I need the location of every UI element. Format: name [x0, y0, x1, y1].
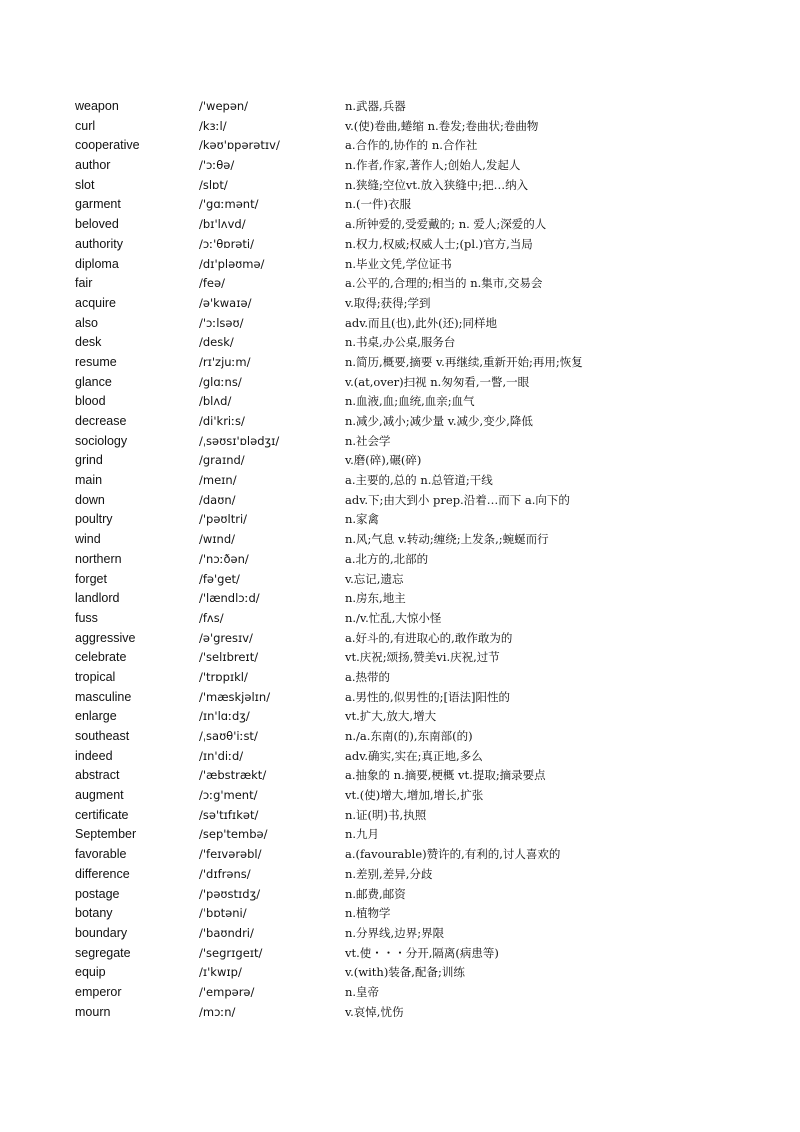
entry-word: segregate [75, 945, 131, 960]
entry-word: fuss [75, 610, 98, 625]
vocab-entry [75, 707, 735, 727]
entry-phonetic: /dɪ'pləʊmə/ [199, 256, 265, 271]
vocab-entry [75, 432, 735, 452]
vocab-entry [75, 530, 735, 550]
entry-phonetic: /ɪn'lɑːdʒ/ [199, 709, 250, 724]
entry-meaning: n.作者,作家,著作人;创始人,发起人 [345, 158, 521, 173]
entry-word: masculine [75, 689, 132, 704]
vocab-entry [75, 373, 735, 393]
vocab-entry [75, 195, 735, 215]
entry-phonetic: /slɒt/ [199, 177, 228, 192]
entry-word: favorable [75, 847, 127, 862]
entry-meaning: n.分界线,边界;界限 [345, 925, 445, 940]
entry-meaning: v.(使)卷曲,蜷缩 n.卷发;卷曲状;卷曲物 [345, 118, 539, 133]
entry-meaning: vt.扩大,放大,增大 [345, 709, 437, 724]
entry-phonetic: /blʌd/ [199, 394, 232, 409]
entry-phonetic: /ɔː'θɒrəti/ [199, 236, 254, 251]
vocab-entry [75, 550, 735, 570]
entry-phonetic: /ɪ'kwɪp/ [199, 965, 242, 980]
vocab-entry [75, 963, 735, 983]
entry-phonetic: /sə'tɪfɪkət/ [199, 807, 259, 822]
entry-phonetic: /wɪnd/ [199, 532, 236, 547]
entry-phonetic: /daʊn/ [199, 492, 236, 507]
entry-meaning: n.房东,地主 [345, 591, 406, 606]
entry-phonetic: /'empərə/ [199, 984, 255, 999]
entry-meaning: a.男性的,似男性的;[语法]阳性的 [345, 689, 511, 704]
vocab-entry [75, 924, 735, 944]
entry-meaning: a.北方的,北部的 [345, 551, 429, 566]
entry-phonetic: /'dɪfrəns/ [199, 866, 251, 881]
entry-meaning: n.武器,兵器 [345, 99, 406, 113]
entry-meaning: n.毕业文凭,学位证书 [345, 256, 452, 271]
vocab-entry [75, 747, 735, 767]
vocab-entry [75, 766, 735, 786]
vocab-entry [75, 806, 735, 826]
entry-word: author [75, 158, 111, 173]
vocabulary-list [75, 97, 735, 1022]
entry-meaning: n.书桌,办公桌,服务台 [345, 335, 456, 350]
entry-phonetic: /sep'tembə/ [199, 827, 268, 842]
vocab-entry [75, 944, 735, 964]
vocab-entry [75, 314, 735, 334]
entry-phonetic: /ˈbɒtəni/ [199, 906, 247, 921]
entry-word: resume [75, 354, 117, 369]
entry-word: celebrate [75, 650, 127, 665]
entry-word: blood [75, 394, 106, 409]
entry-phonetic: /'nɔːðən/ [199, 551, 249, 566]
entry-phonetic: /'pəʊstɪdʒ/ [199, 886, 261, 901]
entry-meaning: n.差别,差异,分歧 [345, 866, 433, 881]
entry-phonetic: /kəʊ'ɒpərətɪv/ [199, 138, 280, 153]
entry-phonetic: /'ɔːlsəʊ/ [199, 315, 244, 330]
entry-word: garment [75, 197, 121, 212]
vocab-entry [75, 117, 735, 137]
vocab-entry [75, 865, 735, 885]
vocab-entry [75, 904, 735, 924]
entry-meaning: v.取得;获得;学到 [345, 295, 431, 310]
vocab-entry [75, 136, 735, 156]
entry-word: wind [75, 532, 101, 547]
entry-word: diploma [75, 256, 119, 271]
entry-word: also [75, 315, 98, 330]
entry-word: emperor [75, 984, 122, 999]
entry-word: certificate [75, 807, 129, 822]
entry-meaning: n.邮费,邮资 [345, 886, 406, 901]
entry-word: landlord [75, 591, 120, 606]
entry-phonetic: /'baʊndri/ [199, 925, 254, 940]
vocab-entry [75, 491, 735, 511]
entry-phonetic: /ˌsaʊθ'iːst/ [199, 729, 258, 743]
entry-word: aggressive [75, 630, 136, 645]
entry-meaning: n.狭缝;空位vt.放入狭缝中;把…纳入 [345, 177, 529, 192]
entry-word: indeed [75, 748, 113, 763]
entry-phonetic: /ə'kwaɪə/ [199, 295, 252, 310]
entry-phonetic: /fʌs/ [199, 610, 224, 625]
entry-phonetic: /kɜːl/ [199, 118, 227, 133]
entry-word: grind [75, 453, 103, 468]
vocab-entry [75, 294, 735, 314]
entry-meaning: vt.庆祝;颂扬,赞美vi.庆祝,过节 [345, 650, 500, 665]
entry-phonetic: /'lændlɔːd/ [199, 591, 260, 606]
entry-meaning: v.磨(碎),碾(碎) [345, 453, 422, 468]
entry-word: decrease [75, 414, 127, 428]
entry-word: weapon [75, 99, 119, 113]
entry-phonetic: /'feɪvərəbl/ [199, 847, 262, 862]
entry-phonetic: /fə'get/ [199, 571, 240, 586]
entry-word: equip [75, 965, 106, 980]
entry-word: glance [75, 374, 112, 389]
entry-word: augment [75, 788, 124, 803]
entry-meaning: n.社会学 [345, 433, 391, 448]
vocab-entry [75, 412, 735, 432]
entry-phonetic: /ɔːg'ment/ [199, 788, 258, 803]
vocab-entry [75, 570, 735, 590]
entry-phonetic: /'trɒpɪkl/ [199, 669, 248, 684]
entry-meaning: vt.使・・・分开,隔离(病患等) [345, 945, 499, 960]
entry-word: postage [75, 886, 120, 901]
entry-phonetic: /bɪ'lʌvd/ [199, 217, 246, 232]
entry-word: difference [75, 866, 130, 881]
entry-meaning: n.(一件)衣服 [345, 197, 412, 212]
entry-meaning: n.证(明)书,执照 [345, 807, 427, 822]
entry-word: authority [75, 236, 123, 251]
entry-phonetic: /meɪn/ [199, 473, 237, 488]
entry-meaning: a.所钟爱的,受爱戴的; n. 爱人;深爱的人 [345, 217, 547, 232]
entry-phonetic: /'pəʊltri/ [199, 512, 248, 527]
entry-word: forget [75, 571, 107, 586]
entry-word: desk [75, 335, 102, 350]
entry-meaning: n.风;气息 v.转动;缠绕;上发条,;蜿蜒而行 [345, 532, 549, 547]
entry-word: slot [75, 177, 95, 192]
vocab-entry [75, 688, 735, 708]
vocab-entry [75, 215, 735, 235]
entry-word: enlarge [75, 709, 117, 724]
entry-meaning: n.简历,概要,摘要 v.再继续,重新开始;再用;恢复 [345, 354, 583, 369]
vocab-entry [75, 1003, 735, 1023]
entry-meaning: vt.(使)增大,增加,增长,扩张 [345, 788, 484, 803]
entry-phonetic: /'selɪbreɪt/ [199, 650, 259, 665]
entry-phonetic: /glɑːns/ [199, 374, 242, 389]
vocab-entry [75, 176, 735, 196]
entry-phonetic: /'æbstrækt/ [199, 768, 267, 783]
entry-meaning: n.血液,血;血统,血亲;血气 [345, 394, 475, 409]
entry-phonetic: /'gɑːmənt/ [199, 197, 259, 212]
entry-meaning: n.权力,权威;权威人士;(pl.)官方,当局 [345, 236, 533, 251]
entry-meaning: a.(favourable)赞许的,有利的,讨人喜欢的 [345, 847, 561, 862]
vocab-entry [75, 609, 735, 629]
entry-meaning: v.(with)装备,配备;训练 [345, 965, 465, 980]
vocab-entry [75, 255, 735, 275]
vocab-entry [75, 235, 735, 255]
entry-word: poultry [75, 512, 113, 527]
entry-word: tropical [75, 669, 116, 684]
entry-phonetic: /graɪnd/ [199, 453, 245, 468]
vocab-entry [75, 727, 735, 747]
vocab-entry [75, 451, 735, 471]
entry-phonetic: /ə'gresɪv/ [199, 630, 253, 645]
entry-phonetic: /'ɔːθə/ [199, 158, 235, 173]
entry-phonetic: /rɪ'zjuːm/ [199, 354, 251, 369]
entry-phonetic: /mɔːn/ [199, 1004, 236, 1019]
vocab-entry [75, 786, 735, 806]
entry-meaning: a.抽象的 n.摘要,梗概 vt.提取;摘录要点 [345, 768, 546, 783]
vocab-entry [75, 885, 735, 905]
entry-phonetic: /'mæskjəlɪn/ [199, 689, 271, 704]
entry-meaning: n.家禽 [345, 512, 380, 527]
entry-meaning: a.公平的,合理的;相当的 n.集市,交易会 [345, 276, 543, 291]
entry-meaning: v.(at,over)扫视 n.匆匆看,一瞥,一眼 [345, 374, 530, 389]
vocab-entry [75, 333, 735, 353]
entry-phonetic: /'segrɪgeɪt/ [199, 945, 263, 960]
entry-meaning: n.减少,减小;减少量 v.减少,变少,降低 [345, 414, 533, 428]
entry-phonetic: /ɪn'diːd/ [199, 748, 244, 763]
entry-phonetic: /di'kriːs/ [199, 414, 245, 428]
vocab-entry [75, 392, 735, 412]
vocab-entry [75, 629, 735, 649]
entry-word: fair [75, 276, 93, 291]
entry-word: main [75, 473, 103, 488]
entry-word: down [75, 492, 105, 507]
vocab-entry [75, 648, 735, 668]
vocab-entry [75, 353, 735, 373]
vocab-entry [75, 845, 735, 865]
vocab-entry [75, 274, 735, 294]
entry-word: beloved [75, 217, 119, 232]
entry-meaning: adv.而且(也),此外(还);同样地 [345, 315, 497, 330]
entry-meaning: adv.下;由大到小 prep.沿着…而下 a.向下的 [345, 492, 570, 507]
entry-meaning: v.哀悼,忧伤 [345, 1004, 404, 1019]
entry-word: curl [75, 118, 96, 133]
vocab-entry [75, 825, 735, 845]
entry-meaning: v.忘记,遗忘 [345, 571, 404, 586]
entry-phonetic: /feə/ [199, 276, 225, 291]
entry-word: acquire [75, 295, 116, 310]
vocab-entry [75, 589, 735, 609]
vocab-entry [75, 471, 735, 491]
entry-word: northern [75, 551, 122, 566]
entry-meaning: n./a.东南(的),东南部(的) [345, 729, 473, 743]
entry-meaning: n.九月 [345, 827, 380, 842]
entry-word: mourn [75, 1004, 111, 1019]
entry-meaning: a.合作的,协作的 n.合作社 [345, 138, 478, 153]
vocab-entry [75, 97, 735, 117]
vocab-entry [75, 510, 735, 530]
entry-meaning: n.皇帝 [345, 984, 380, 999]
entry-phonetic: /ˌsəʊsɪ'ɒlədʒɪ/ [199, 433, 280, 448]
entry-word: southeast [75, 729, 130, 743]
entry-meaning: a.主要的,总的 n.总管道;干线 [345, 473, 493, 488]
entry-word: September [75, 827, 137, 842]
entry-meaning: n./v.忙乱,大惊小怪 [345, 610, 442, 625]
vocab-entry [75, 983, 735, 1003]
entry-meaning: adv.确实,实在;真正地,多么 [345, 748, 483, 763]
entry-meaning: n.植物学 [345, 906, 391, 921]
entry-word: abstract [75, 768, 120, 783]
entry-phonetic: /desk/ [199, 335, 234, 350]
entry-phonetic: /'wepən/ [199, 99, 249, 113]
entry-meaning: a.热带的 [345, 669, 391, 684]
vocab-entry [75, 156, 735, 176]
entry-meaning: a.好斗的,有进取心的,敢作敢为的 [345, 630, 513, 645]
entry-word: cooperative [75, 138, 140, 153]
entry-word: boundary [75, 925, 128, 940]
vocab-entry [75, 668, 735, 688]
entry-word: botany [75, 906, 113, 921]
entry-word: sociology [75, 433, 128, 448]
